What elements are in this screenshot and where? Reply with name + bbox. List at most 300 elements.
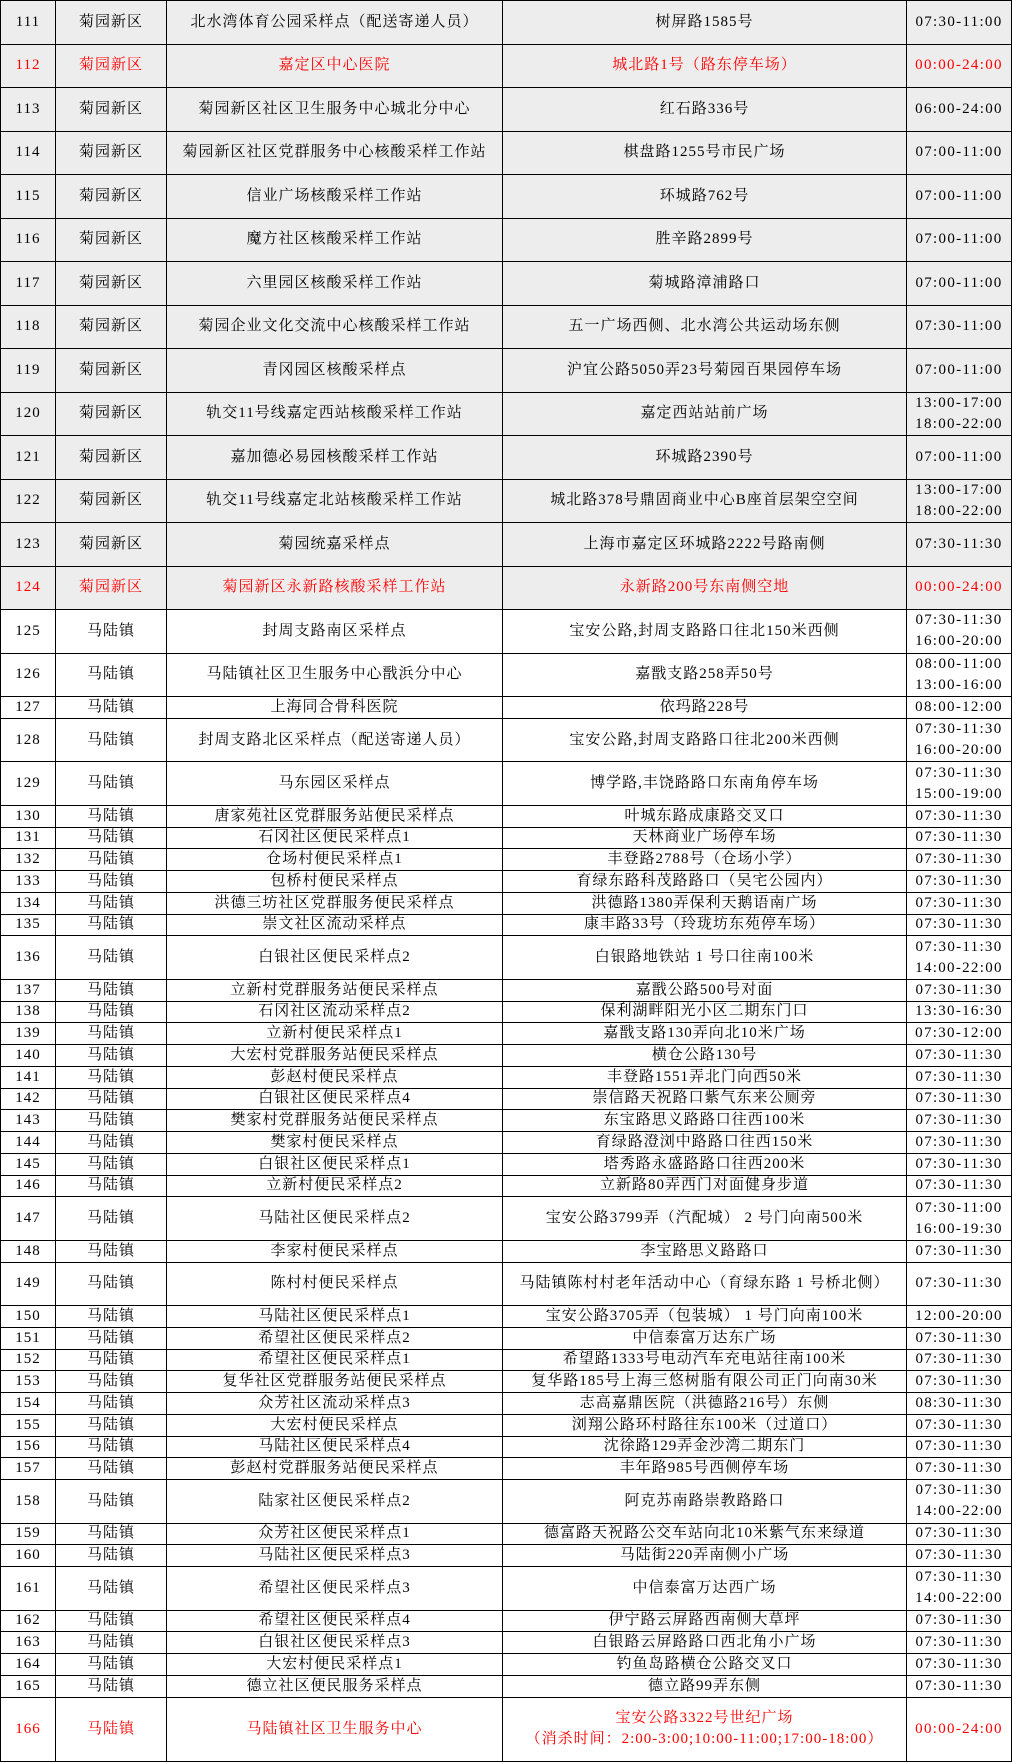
- row-number: 125: [1, 610, 56, 653]
- hours-slot: 07:00-11:00: [915, 361, 1003, 378]
- disinfection-time-note: （消杀时间：2:00-3:00;10:00-11:00;17:00-18:00）: [525, 1731, 884, 1747]
- site-name: 马陆社区便民采样点4: [167, 1437, 503, 1458]
- district: 马陆镇: [56, 697, 167, 718]
- row-number: 136: [1, 936, 56, 979]
- site-name: 马陆镇社区卫生服务中心: [167, 1698, 503, 1761]
- hours-slot: 18:00-22:00: [915, 502, 1003, 519]
- address: 立新路80弄西门对面健身步道: [503, 1176, 907, 1197]
- row-number: 154: [1, 1393, 56, 1414]
- site-name: 嘉加德必易园核酸采样工作站: [167, 436, 503, 479]
- district: 菊园新区: [56, 393, 167, 436]
- hours-slot: 13:00-17:00: [915, 481, 1003, 498]
- address: 永新路200号东南侧空地: [503, 567, 907, 610]
- table-row: [1, 88, 1012, 132]
- hours: [907, 1393, 1012, 1414]
- table-row: [1, 1611, 1012, 1633]
- table-row: [1, 1567, 1012, 1611]
- table-row: [1, 849, 1012, 871]
- hours: [907, 762, 1012, 805]
- address: 复华路185号上海三悠树脂有限公司正门向南30米: [503, 1371, 907, 1392]
- district: 马陆镇: [56, 1328, 167, 1349]
- site-name: 北水湾体育公园采样点（配送寄递人员）: [167, 1, 503, 44]
- district: 菊园新区: [56, 88, 167, 131]
- hours-slot: 07:30-11:30: [915, 1438, 1003, 1455]
- hours: [907, 871, 1012, 892]
- district: 菊园新区: [56, 132, 167, 175]
- row-number: 117: [1, 262, 56, 305]
- district: 马陆镇: [56, 1023, 167, 1044]
- table-row: [1, 1350, 1012, 1372]
- district: 马陆镇: [56, 654, 167, 697]
- address: 白银路地铁站 1 号口往南100米: [503, 936, 907, 979]
- site-name: 希望社区便民采样点1: [167, 1350, 503, 1371]
- table-row: [1, 1002, 1012, 1024]
- site-name: 崇文社区流动采样点: [167, 915, 503, 936]
- row-number: 141: [1, 1067, 56, 1088]
- address: 伊宁路云屏路西南侧大草坪: [503, 1611, 907, 1632]
- table-row: [1, 1176, 1012, 1198]
- district: 马陆镇: [56, 1089, 167, 1110]
- table-row: [1, 1458, 1012, 1480]
- district: 马陆镇: [56, 1110, 167, 1131]
- address: 环城路2390号: [503, 436, 907, 479]
- row-number: 119: [1, 349, 56, 392]
- hours-slot: 07:30-11:30: [915, 1275, 1003, 1292]
- address: 钓鱼岛路横仓公路交叉口: [503, 1654, 907, 1675]
- site-name: 轨交11号线嘉定北站核酸采样工作站: [167, 480, 503, 523]
- address: 阿克苏南路崇教路路口: [503, 1480, 907, 1523]
- hours-slot: 07:30-11:30: [915, 1416, 1003, 1433]
- address: 横仓公路130号: [503, 1045, 907, 1066]
- table-row: [1, 306, 1012, 350]
- row-number: 166: [1, 1698, 56, 1761]
- hours-slot: 07:30-11:30: [915, 1373, 1003, 1390]
- site-name: 希望社区便民采样点3: [167, 1567, 503, 1610]
- site-name: 白银社区便民采样点1: [167, 1154, 503, 1175]
- table-row-highlighted: [1, 567, 1012, 611]
- row-number: 115: [1, 175, 56, 218]
- hours-slot: 07:30-11:30: [915, 851, 1003, 868]
- address: 白银路云屏路路口西北角小广场: [503, 1632, 907, 1653]
- hours: [907, 1154, 1012, 1175]
- address: 宝安公路,封周支路路口往北200米西侧: [503, 719, 907, 762]
- site-name: 马陆社区便民采样点3: [167, 1545, 503, 1566]
- address: 树屏路1585号: [503, 1, 907, 44]
- site-name: 菊园新区社区党群服务中心核酸采样工作站: [167, 132, 503, 175]
- site-name: 轨交11号线嘉定西站核酸采样工作站: [167, 393, 503, 436]
- hours: [907, 1132, 1012, 1153]
- table-row: [1, 936, 1012, 980]
- site-name: 马陆社区便民采样点2: [167, 1197, 503, 1240]
- district: 马陆镇: [56, 828, 167, 849]
- hours: [907, 1350, 1012, 1371]
- table-row: [1, 1241, 1012, 1263]
- district: 菊园新区: [56, 175, 167, 218]
- hours-slot: 07:30-11:30: [915, 829, 1003, 846]
- table-row: [1, 654, 1012, 698]
- table-row: [1, 1545, 1012, 1567]
- district: 马陆镇: [56, 1263, 167, 1306]
- address: 育绿东路科茂路路口（吴宅公园内）: [503, 871, 907, 892]
- hours-slot: 07:30-11:30: [915, 807, 1003, 824]
- hours-slot: 08:00-12:00: [915, 698, 1003, 715]
- site-name: 立新村党群服务站便民采样点: [167, 980, 503, 1001]
- hours: [907, 1371, 1012, 1392]
- site-name: 德立社区便民服务采样点: [167, 1676, 503, 1697]
- address: 丰登路1551弄北门向西50米: [503, 1067, 907, 1088]
- hours: [907, 1089, 1012, 1110]
- address: 嘉戬支路258弄50号: [503, 654, 907, 697]
- district: 马陆镇: [56, 1654, 167, 1675]
- row-number: 149: [1, 1263, 56, 1306]
- hours-slot: 00:00-24:00: [915, 1720, 1003, 1737]
- hours-slot: 07:30-11:30: [915, 1547, 1003, 1564]
- district: 马陆镇: [56, 1393, 167, 1414]
- table-row: [1, 828, 1012, 850]
- hours-slot: 07:30-11:30: [915, 1460, 1003, 1477]
- row-number: 162: [1, 1611, 56, 1632]
- district: 马陆镇: [56, 1458, 167, 1479]
- table-row: [1, 132, 1012, 176]
- row-number: 126: [1, 654, 56, 697]
- table-row: [1, 1676, 1012, 1698]
- hours: [907, 306, 1012, 349]
- hours-slot: 07:30-11:30: [915, 1351, 1003, 1368]
- district: 菊园新区: [56, 262, 167, 305]
- table-row: [1, 1197, 1012, 1241]
- address: 育绿路澄浏中路路口往西150米: [503, 1132, 907, 1153]
- address: 洪德路1380弄保利天鹅语南广场: [503, 893, 907, 914]
- hours-slot: 08:00-11:00: [915, 655, 1003, 672]
- address: 崇信路天祝路口紫气东来公厕旁: [503, 1089, 907, 1110]
- row-number: 140: [1, 1045, 56, 1066]
- row-number: 142: [1, 1089, 56, 1110]
- site-name: 立新村便民采样点1: [167, 1023, 503, 1044]
- district: 菊园新区: [56, 1, 167, 44]
- address: 环城路762号: [503, 175, 907, 218]
- hours-slot: 07:30-11:00: [915, 1199, 1003, 1216]
- district: 马陆镇: [56, 1676, 167, 1697]
- table-row: [1, 1415, 1012, 1437]
- address: 五一广场西侧、北水湾公共运动场东侧: [503, 306, 907, 349]
- site-name: 封周支路南区采样点: [167, 610, 503, 653]
- row-number: 151: [1, 1328, 56, 1349]
- hours-slot: 07:30-11:00: [915, 318, 1003, 335]
- hours-slot: 07:30-11:30: [915, 1634, 1003, 1651]
- hours: [907, 1197, 1012, 1240]
- hours-slot: 07:30-11:30: [915, 1655, 1003, 1672]
- site-name: 唐家苑社区党群服务站便民采样点: [167, 806, 503, 827]
- address: 丰年路985号西侧停车场: [503, 1458, 907, 1479]
- row-number: 161: [1, 1567, 56, 1610]
- district: 马陆镇: [56, 1045, 167, 1066]
- site-name: 马东园区采样点: [167, 762, 503, 805]
- row-number: 124: [1, 567, 56, 610]
- district: 菊园新区: [56, 480, 167, 523]
- district: 马陆镇: [56, 1698, 167, 1761]
- address: 嘉戬支路130弄向北10米广场: [503, 1023, 907, 1044]
- hours: [907, 1023, 1012, 1044]
- table-row: [1, 1437, 1012, 1459]
- table-row: [1, 1132, 1012, 1154]
- site-name: 仓场村便民采样点1: [167, 849, 503, 870]
- table-row: [1, 175, 1012, 219]
- row-number: 135: [1, 915, 56, 936]
- hours-slot: 07:30-12:00: [915, 1025, 1003, 1042]
- address: 马陆街220弄南侧小广场: [503, 1545, 907, 1566]
- district: 马陆镇: [56, 1241, 167, 1262]
- address: 李宝路思义路路口: [503, 1241, 907, 1262]
- table-row: [1, 349, 1012, 393]
- address: 菊城路漳浦路口: [503, 262, 907, 305]
- address: 丰登路2788号（仓场小学）: [503, 849, 907, 870]
- hours-slot: 07:30-11:30: [915, 1090, 1003, 1107]
- row-number: 159: [1, 1524, 56, 1545]
- hours-slot: 13:00-17:00: [915, 394, 1003, 411]
- address: 宝安公路3799弄（汽配城） 2 号门向南500米: [503, 1197, 907, 1240]
- hours: [907, 1567, 1012, 1610]
- site-name: 陈村村便民采样点: [167, 1263, 503, 1306]
- hours-slot: 14:00-22:00: [915, 1590, 1003, 1607]
- table-row: [1, 762, 1012, 806]
- site-name: 嘉定区中心医院: [167, 45, 503, 88]
- hours-slot: 07:00-11:00: [915, 231, 1003, 248]
- hours: [907, 1263, 1012, 1306]
- row-number: 114: [1, 132, 56, 175]
- site-name: 白银社区便民采样点3: [167, 1632, 503, 1653]
- district: 菊园新区: [56, 349, 167, 392]
- hours-slot: 14:00-22:00: [915, 1503, 1003, 1520]
- row-number: 150: [1, 1306, 56, 1327]
- address: 沪宜公路5050弄23号菊园百果园停车场: [503, 349, 907, 392]
- district: 马陆镇: [56, 849, 167, 870]
- hours: [907, 719, 1012, 762]
- row-number: 152: [1, 1350, 56, 1371]
- district: 菊园新区: [56, 523, 167, 566]
- address: 天林商业广场停车场: [503, 828, 907, 849]
- site-name: 菊园新区永新路核酸采样工作站: [167, 567, 503, 610]
- hours-slot: 07:30-11:30: [915, 1482, 1003, 1499]
- hours-slot: 08:30-11:30: [915, 1394, 1003, 1411]
- district: 菊园新区: [56, 567, 167, 610]
- address: 城北路1号（路东停车场）: [503, 45, 907, 88]
- row-number: 146: [1, 1176, 56, 1197]
- hours: [907, 175, 1012, 218]
- table-row: [1, 219, 1012, 263]
- site-name: 青冈园区核酸采样点: [167, 349, 503, 392]
- row-number: 155: [1, 1415, 56, 1436]
- hours-slot: 06:00-24:00: [915, 100, 1003, 117]
- hours: [907, 262, 1012, 305]
- address: 中信泰富万达西广场: [503, 1567, 907, 1610]
- table-row: [1, 480, 1012, 524]
- row-number: 132: [1, 849, 56, 870]
- address: 上海市嘉定区环城路2222号路南侧: [503, 523, 907, 566]
- hours: [907, 1176, 1012, 1197]
- district: 马陆镇: [56, 1197, 167, 1240]
- row-number: 133: [1, 871, 56, 892]
- row-number: 122: [1, 480, 56, 523]
- hours-slot: 07:30-11:30: [915, 1155, 1003, 1172]
- hours: [907, 45, 1012, 88]
- row-number: 158: [1, 1480, 56, 1523]
- district: 马陆镇: [56, 1132, 167, 1153]
- hours: [907, 1480, 1012, 1523]
- address: 中信泰富万达东广场: [503, 1328, 907, 1349]
- table-row: [1, 719, 1012, 763]
- district: 马陆镇: [56, 1480, 167, 1523]
- district: 菊园新区: [56, 436, 167, 479]
- hours: [907, 1002, 1012, 1023]
- hours: [907, 1437, 1012, 1458]
- address: 保利湖畔阳光小区二期东门口: [503, 1002, 907, 1023]
- district: 马陆镇: [56, 610, 167, 653]
- row-number: 113: [1, 88, 56, 131]
- site-name: 大宏村便民采样点: [167, 1415, 503, 1436]
- district: 马陆镇: [56, 1437, 167, 1458]
- row-number: 137: [1, 980, 56, 1001]
- table-row: [1, 1306, 1012, 1328]
- hours-slot: 07:30-11:30: [915, 1569, 1003, 1586]
- site-name: 希望社区便民采样点4: [167, 1611, 503, 1632]
- row-number: 129: [1, 762, 56, 805]
- district: 马陆镇: [56, 1350, 167, 1371]
- table-row: [1, 1089, 1012, 1111]
- district: 马陆镇: [56, 915, 167, 936]
- hours-slot: 00:00-24:00: [915, 57, 1003, 74]
- hours: [907, 1415, 1012, 1436]
- hours: [907, 1, 1012, 44]
- hours-slot: 07:30-11:30: [915, 764, 1003, 781]
- row-number: 160: [1, 1545, 56, 1566]
- site-name: 包桥村便民采样点: [167, 871, 503, 892]
- row-number: 153: [1, 1371, 56, 1392]
- hours-slot: 07:30-11:30: [915, 1677, 1003, 1694]
- site-name: 彭赵村便民采样点: [167, 1067, 503, 1088]
- row-number: 131: [1, 828, 56, 849]
- district: 马陆镇: [56, 1524, 167, 1545]
- site-name: 大宏村党群服务站便民采样点: [167, 1045, 503, 1066]
- table-row: [1, 1328, 1012, 1350]
- site-name: 樊家村党群服务站便民采样点: [167, 1110, 503, 1131]
- district: 马陆镇: [56, 1154, 167, 1175]
- hours-slot: 07:00-11:00: [915, 187, 1003, 204]
- district: 马陆镇: [56, 893, 167, 914]
- table-row: [1, 436, 1012, 480]
- hours: [907, 1045, 1012, 1066]
- site-name: 马陆社区便民采样点1: [167, 1306, 503, 1327]
- hours: [907, 1241, 1012, 1262]
- address: 叶城东路成康路交叉口: [503, 806, 907, 827]
- address: 城北路378号鼎固商业中心B座首层架空空间: [503, 480, 907, 523]
- row-number: 134: [1, 893, 56, 914]
- site-name: 六里园区核酸采样工作站: [167, 262, 503, 305]
- address: 沈徐路129弄金沙湾二期东门: [503, 1437, 907, 1458]
- hours-slot: 13:00-16:00: [915, 676, 1003, 693]
- hours-slot: 13:30-16:30: [915, 1003, 1003, 1020]
- address: 红石路336号: [503, 88, 907, 131]
- site-name: 菊园新区社区卫生服务中心城北分中心: [167, 88, 503, 131]
- hours-slot: 18:00-22:00: [915, 415, 1003, 432]
- address: 宝安公路,封周支路路口往北150米西侧: [503, 610, 907, 653]
- hours: [907, 654, 1012, 697]
- hours: [907, 1458, 1012, 1479]
- district: 马陆镇: [56, 1611, 167, 1632]
- hours-slot: 00:00-24:00: [915, 579, 1003, 596]
- hours-slot: 14:00-22:00: [915, 959, 1003, 976]
- table-row: [1, 697, 1012, 719]
- hours-slot: 07:30-11:30: [915, 1242, 1003, 1259]
- site-name: 众芳社区流动采样点3: [167, 1393, 503, 1414]
- district: 马陆镇: [56, 806, 167, 827]
- table-row: [1, 1480, 1012, 1524]
- table-row: [1, 1, 1012, 45]
- hours: [907, 567, 1012, 610]
- table-row: [1, 1023, 1012, 1045]
- site-name: 李家村便民采样点: [167, 1241, 503, 1262]
- hours-slot: 07:30-11:30: [915, 894, 1003, 911]
- row-number: 165: [1, 1676, 56, 1697]
- address: 依玛路228号: [503, 697, 907, 718]
- site-name: 复华社区党群服务站便民采样点: [167, 1371, 503, 1392]
- address: 嘉定西站站前广场: [503, 393, 907, 436]
- table-row: [1, 1263, 1012, 1307]
- row-number: 116: [1, 219, 56, 262]
- address: 德立路99弄东侧: [503, 1676, 907, 1697]
- site-name: 菊园统嘉采样点: [167, 523, 503, 566]
- table-row: [1, 1524, 1012, 1546]
- address: 塔秀路永盛路路口往西200米: [503, 1154, 907, 1175]
- hours: [907, 1698, 1012, 1761]
- district: 马陆镇: [56, 1067, 167, 1088]
- site-name: 上海同合骨科医院: [167, 697, 503, 718]
- table-row: [1, 1393, 1012, 1415]
- hours-slot: 07:30-11:30: [915, 872, 1003, 889]
- hours-slot: 07:30-11:30: [915, 981, 1003, 998]
- hours: [907, 1328, 1012, 1349]
- hours-slot: 07:30-11:30: [915, 1068, 1003, 1085]
- row-number: 138: [1, 1002, 56, 1023]
- site-name: 信业广场核酸采样工作站: [167, 175, 503, 218]
- site-name: 菊园企业文化交流中心核酸采样工作站: [167, 306, 503, 349]
- hours: [907, 1306, 1012, 1327]
- hours: [907, 1545, 1012, 1566]
- table-row: [1, 871, 1012, 893]
- hours-slot: 07:30-11:30: [915, 1112, 1003, 1129]
- hours: [907, 1110, 1012, 1131]
- hours: [907, 697, 1012, 718]
- hours: [907, 893, 1012, 914]
- table-row: [1, 980, 1012, 1002]
- hours: [907, 915, 1012, 936]
- row-number: 128: [1, 719, 56, 762]
- row-number: 118: [1, 306, 56, 349]
- table-row: [1, 806, 1012, 828]
- hours-slot: 16:00-20:00: [915, 633, 1003, 650]
- hours-slot: 07:00-11:00: [915, 144, 1003, 161]
- row-number: 112: [1, 45, 56, 88]
- hours: [907, 1676, 1012, 1697]
- district: 马陆镇: [56, 1002, 167, 1023]
- hours-slot: 07:00-11:00: [915, 448, 1003, 465]
- site-name: 立新村便民采样点2: [167, 1176, 503, 1197]
- hours: [907, 393, 1012, 436]
- site-name: 马陆镇社区卫生服务中心戬浜分中心: [167, 654, 503, 697]
- hours-slot: 07:30-11:30: [915, 938, 1003, 955]
- hours-slot: 12:00-20:00: [915, 1307, 1003, 1324]
- row-number: 120: [1, 393, 56, 436]
- district: 马陆镇: [56, 719, 167, 762]
